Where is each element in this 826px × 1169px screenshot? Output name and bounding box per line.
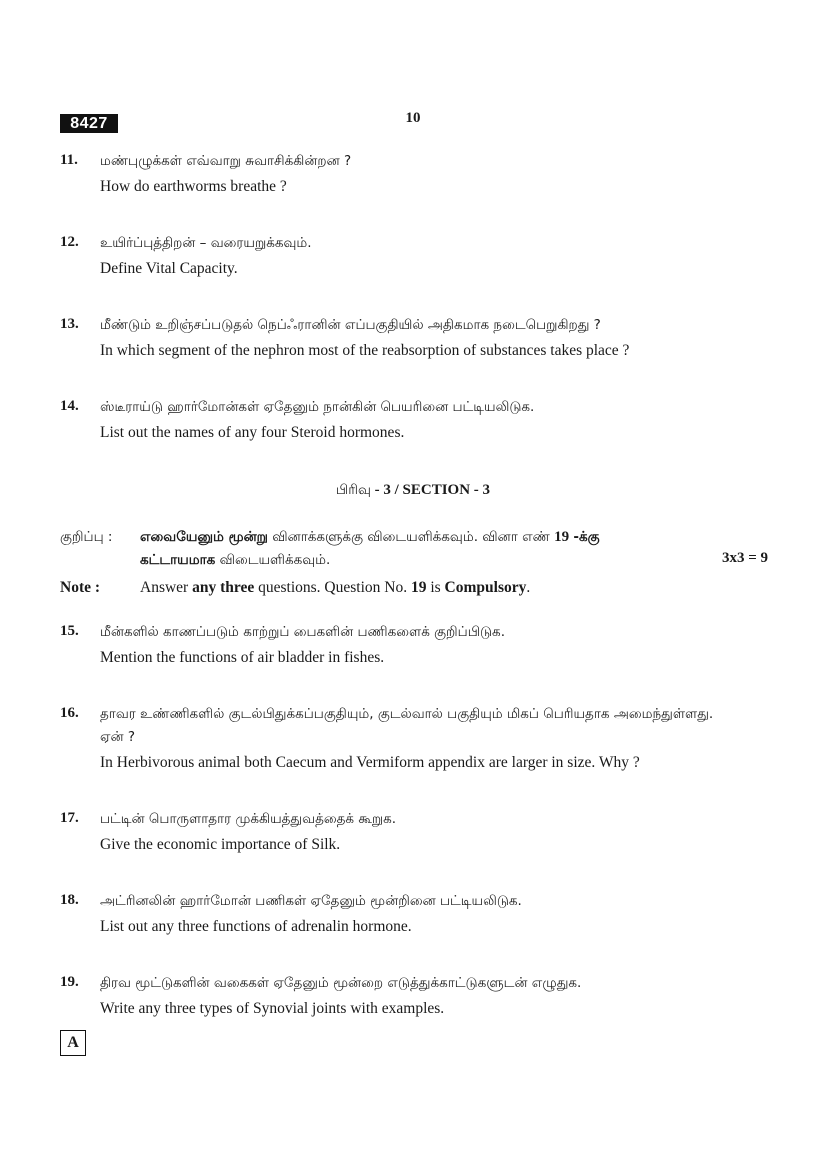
question-number: 12. <box>60 234 79 250</box>
question-text-tamil: மண்புழுக்கள் எவ்வாறு சுவாசிக்கின்றன ? <box>100 153 352 169</box>
question-text-tamil: மீண்டும் உறிஞ்சப்படுதல் நெப்ஃரானின் எப்பகுதியில் அதிகமாக நடைபெறுகிறது ? <box>100 317 601 333</box>
question-16 <box>60 703 770 777</box>
question-17 <box>60 808 770 859</box>
question-11 <box>60 150 770 201</box>
question-text-english: In Herbivorous animal both Caecum and Vermiform appendix are larger in size. Why ? <box>100 754 640 771</box>
question-19 <box>60 972 770 1023</box>
note-english-label: Note : <box>60 579 101 596</box>
note-tamil-label: குறிப்பு : <box>60 529 113 545</box>
marks-allocation: 3x3 = 9 <box>721 550 768 566</box>
paper-code-badge: 8427 <box>60 114 118 133</box>
question-text-english: In which segment of the nephron most of the reabsorption of substances takes place ? <box>100 342 630 359</box>
question-13 <box>60 314 770 365</box>
version-box: A <box>60 1030 86 1056</box>
question-number: 19. <box>60 974 79 990</box>
question-number: 18. <box>60 892 79 908</box>
question-text-tamil: தாவர உண்ணிகளில் குடல்பிதுக்கப்பகுதியும், குடல்வால் பகுதியும் மிகப் பெரியதாக அமைந்துள்ளது. ஏன் ? <box>100 706 714 745</box>
question-number: 14. <box>60 398 79 414</box>
question-text-english: Write any three types of Synovial joints with examples. <box>100 1000 445 1017</box>
question-number: 11. <box>60 152 78 168</box>
section-heading-tamil: பிரிவு <box>335 482 371 498</box>
question-text-tamil: ஸ்டீராய்டு ஹார்மோன்கள் ஏதேனும் நான்கின் பெயரினை பட்டியலிடுக. <box>100 399 535 415</box>
section-heading <box>0 482 826 500</box>
question-text-english: List out the names of any four Steroid hormones. <box>100 424 405 441</box>
question-text-english: Give the economic importance of Silk. <box>100 836 341 853</box>
question-number: 15. <box>60 623 79 639</box>
question-text-english: How do earthworms breathe ? <box>100 178 287 195</box>
question-text-english: List out any three functions of adrenalin hormone. <box>100 918 412 935</box>
note-tamil <box>60 526 770 572</box>
note-tamil-text: எவையேனும் மூன்று வினாக்களுக்கு விடையளிக்கவும். வினா எண் 19 -க்கு கட்டாயமாக விடையளிக்கவும். <box>140 529 600 568</box>
question-number: 16. <box>60 705 79 721</box>
question-18 <box>60 890 770 941</box>
question-15 <box>60 621 770 672</box>
question-text-tamil: பட்டின் பொருளாதார முக்கியத்துவத்தைக் கூறுக. <box>100 811 397 827</box>
question-12 <box>60 232 770 283</box>
question-text-tamil: திரவ மூட்டுகளின் வகைகள் ஏதேனும் மூன்றை எடுத்துக்காட்டுகளுடன் எழுதுக. <box>100 975 582 991</box>
note-english <box>60 575 770 601</box>
question-text-english: Mention the functions of air bladder in fishes. <box>100 649 385 666</box>
question-number: 13. <box>60 316 79 332</box>
note-english-text: Answer any three questions. Question No. 19 is Compulsory. <box>140 579 531 596</box>
question-text-tamil: மீன்களில் காணப்படும் காற்றுப் பைகளின் பணிகளைக் குறிப்பிடுக. <box>100 624 505 640</box>
question-text-tamil: உயிர்ப்புத்திறன் – வரையறுக்கவும். <box>100 235 312 251</box>
question-14 <box>60 396 770 447</box>
section-heading-english: - 3 / SECTION - 3 <box>370 482 491 498</box>
question-text-english: Define Vital Capacity. <box>100 260 238 277</box>
page-number: 10 <box>405 110 421 126</box>
question-number: 17. <box>60 810 79 826</box>
question-text-tamil: அட்ரினலின் ஹார்மோன் பணிகள் ஏதேனும் மூன்றினை பட்டியலிடுக. <box>100 893 522 909</box>
